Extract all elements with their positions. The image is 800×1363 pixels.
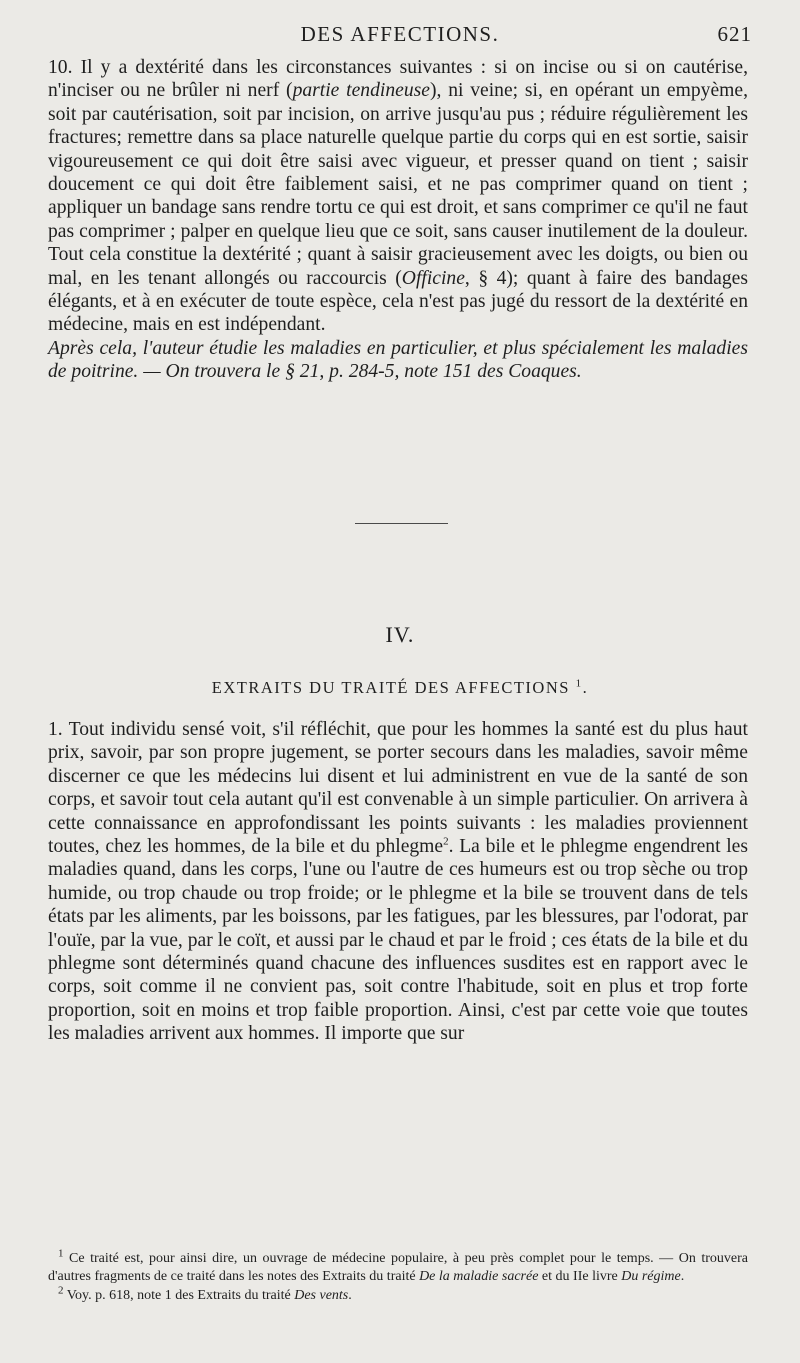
footnote-1: $^1$ Ce traité est, pour ainsi dire, un ouvrage de médecine populaire, à peu près complet pour le temps. — On trouvera d'autres fragments de ce traité dans les notes des Extraits du traité De la maladie sacrée et du IIe livre Du régime.	[48, 1247, 748, 1285]
footnote-ref: 1	[575, 677, 583, 690]
italic-reference: Officine	[401, 267, 465, 289]
footnote-2: $^2$ Voy. p. 618, note 1 des Extraits du traité Des vents.	[58, 1284, 352, 1303]
upper-text-block	[48, 56, 748, 384]
section-divider	[355, 523, 448, 524]
running-title: DES AFFECTIONS.	[300, 22, 500, 46]
editor-note: Après cela, l'auteur étudie les maladies en particulier, et plus spécialement les maladies de poitrine. — On trouvera le § 21, p. 284-5, note 151 des Coaques.	[48, 337, 748, 383]
running-head	[0, 22, 800, 52]
italic-term: partie tendineuse	[292, 80, 430, 102]
section-number: IV.	[385, 622, 415, 647]
main-text-block	[48, 718, 748, 1046]
page-number: 621	[717, 22, 752, 46]
paragraph-1: 1. Tout individu sensé voit, s'il réfléchit, que pour les hommes la santé est du plus haut prix, savoir, par son propre jugement, se porter secours dans les maladies, savoir même discerner ce que les médecins lui disent et lui administrent en vue de la santé de son corps, et savoir tout cela autant qu'il est convenable à un simple particulier. On arrivera à cette connaissance en approfondissant les points suivants : les maladies proviennent toutes, chez les hommes, de la bile et du phlegme$^2$. La bile et le phlegme engendrent les maladies quand, dans les corps, l'une ou l'autre de ces humeurs est ou trop sèche ou trop humide, ou trop chaude ou trop froide; or le phlegme et la bile se trouvent dans de tels états par les aliments, par les boissons, par les fatigues, par les blessures, par l'odorat, par l'ouïe, par la vue, par le coït, et aussi par le chaud et par le froid ; ces états de la bile et du phlegme sont déterminés quand chacune des influences susdites est en rapport avec le corps, soit comme il ne convient pas, soit contre l'habitude, soit en plus et trop forte proportion, soit en moins et trop faible proportion. Ainsi, c'est par cette voie que toutes les maladies arrivent aux hommes. Il importe que sur	[48, 719, 748, 1045]
footnotes	[48, 1247, 748, 1305]
paragraph-10: 10. Il y a dextérité dans les circonstances suivantes : si on incise ou si on cautérise, n'inciser ou ne brûler ni nerf (partie tendineuse), ni veine; si, en opérant un empyème, soit par cautérisation, soit par incision, on arrive jusqu'au pus ; réduire régulièrement les fractures; remettre dans sa place naturelle quelque partie du corps qui en est sortie, saisir vigoureusement ce qui doit être saisi avec vigueur, et presser quand on tient ; saisir doucement ce qui doit être faiblement saisi, et ne pas comprimer quand on tient ; appliquer un bandage sans rendre tortu ce qui est droit, et sans comprimer ce qu'il ne faut pas comprimer ; palper en quelque lieu que ce soit, sans causer inutilement de la douleur. Tout cela constitue la dextérité ; quant à saisir gracieusement avec les doigts, ou bien ou mal, en les tenant allongés ou raccourcis (Officine, § 4); quant à faire des bandages élégants, et à en exécuter de toute espèce, cela n'est pas jugé du ressort de la dextérité en médecine, mais en est indépendant.	[48, 57, 748, 336]
footnote-ref: 2	[443, 835, 449, 848]
section-title: EXTRAITS DU TRAITÉ DES AFFECTIONS $^1$.	[211, 677, 589, 697]
